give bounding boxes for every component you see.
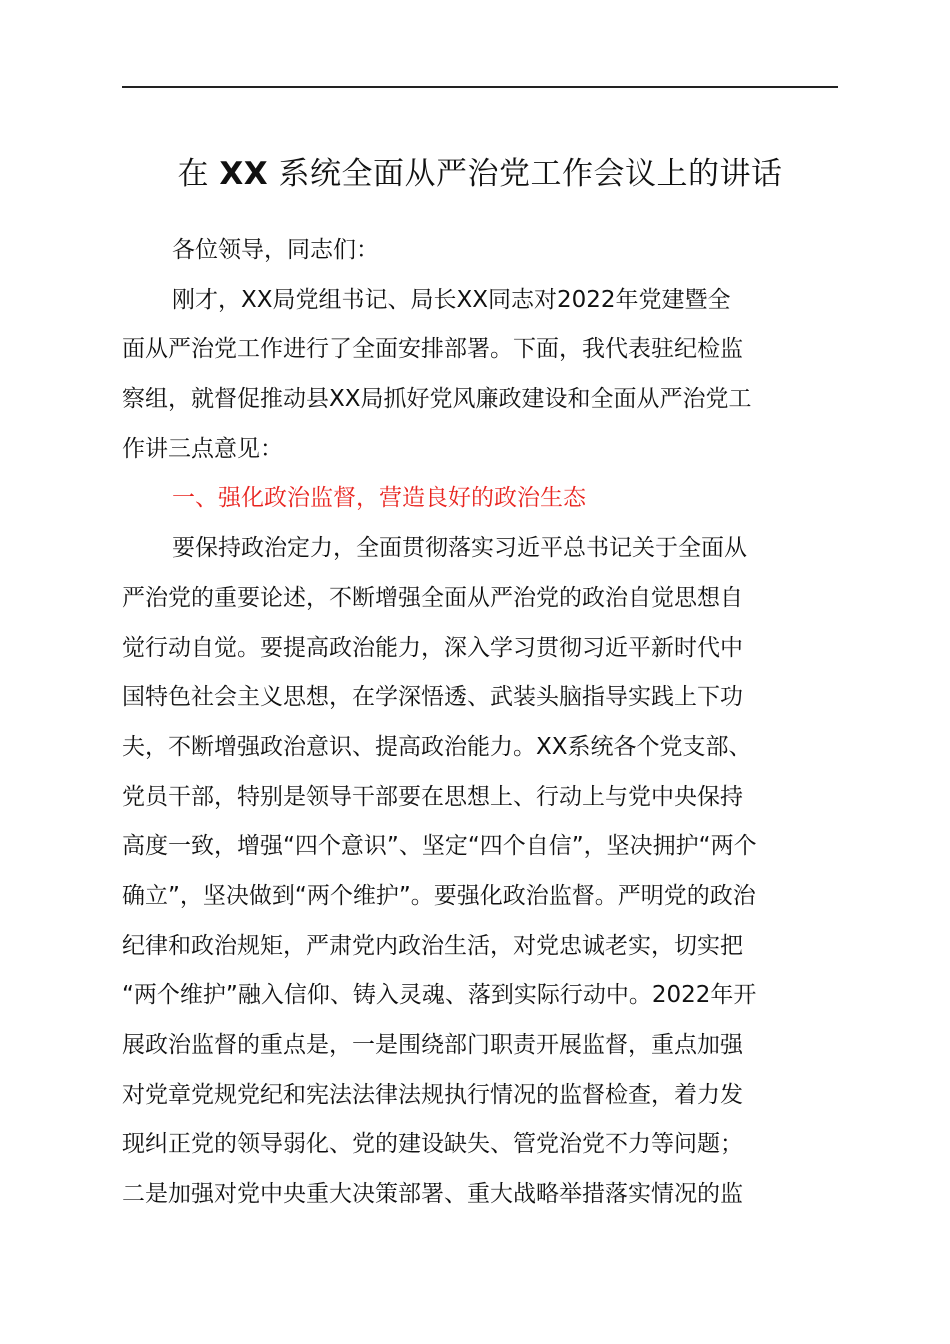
text-line: 各位领导，同志们：	[172, 237, 379, 263]
text-line: 纪律和政治规矩，严肃党内政治生活，对党忠诚老实，切实把	[122, 932, 743, 959]
title-prefix: 在	[177, 156, 209, 192]
title-suffix: 系统全面从严治党工作会议上的讲话	[278, 156, 783, 192]
section-heading: 一、强化政治监督，营造良好的政治生态	[172, 485, 586, 512]
text-line: “两个维护”融入信仰、铸入灵魂、落到实际行动中。2022年开	[122, 982, 757, 1009]
text-line: 二是加强对党中央重大决策部署、重大战略举措落实情况的监	[122, 1181, 743, 1208]
text-line: 刚才，XX局党组书记、局长XX同志对2022年党建暨全	[172, 286, 731, 313]
text-line: 确立”，坚决做到“两个维护”。要强化政治监督。严明党的政治	[122, 882, 756, 909]
header-rule	[122, 86, 838, 88]
document-body	[122, 226, 838, 1220]
text-line: 觉行动自觉。要提高政治能力，深入学习贯彻习近平新时代中	[122, 634, 743, 661]
text-line: 对党章党规党纪和宪法法律法规执行情况的监督检查，着力发	[122, 1081, 743, 1108]
text-line: 党员干部，特别是领导干部要在思想上、行动上与党中央保持	[122, 783, 743, 810]
document-title	[122, 148, 838, 200]
text-line: 高度一致，增强“四个意识”、坚定“四个自信”，坚决拥护“两个	[122, 833, 757, 860]
text-line: 展政治监督的重点是，一是围绕部门职责开展监督，重点加强	[122, 1032, 743, 1058]
text-line: 作讲三点意见：	[122, 435, 283, 462]
text-line: 察组，就督促推动县XX局抓好党风廉政建设和全面从严治党工	[122, 386, 752, 413]
text-line: 面从严治党工作进行了全面安排部署。下面，我代表驻纪检监	[122, 336, 743, 363]
text-line: 严治党的重要论述，不断增强全面从严治党的政治自觉思想自	[122, 584, 743, 611]
text-line: 要保持政治定力，全面贯彻落实习近平总书记关于全面从	[172, 535, 747, 562]
text-line: 夫，不断增强政治意识、提高政治能力。XX系统各个党支部、	[122, 733, 752, 760]
text-line: 国特色社会主义思想，在学深悟透、武装头脑指导实践上下功	[122, 684, 743, 711]
text-line: 现纠正党的领导弱化、党的建设缺失、管党治党不力等问题；	[122, 1131, 743, 1158]
title-bold-part: XX	[219, 156, 269, 192]
